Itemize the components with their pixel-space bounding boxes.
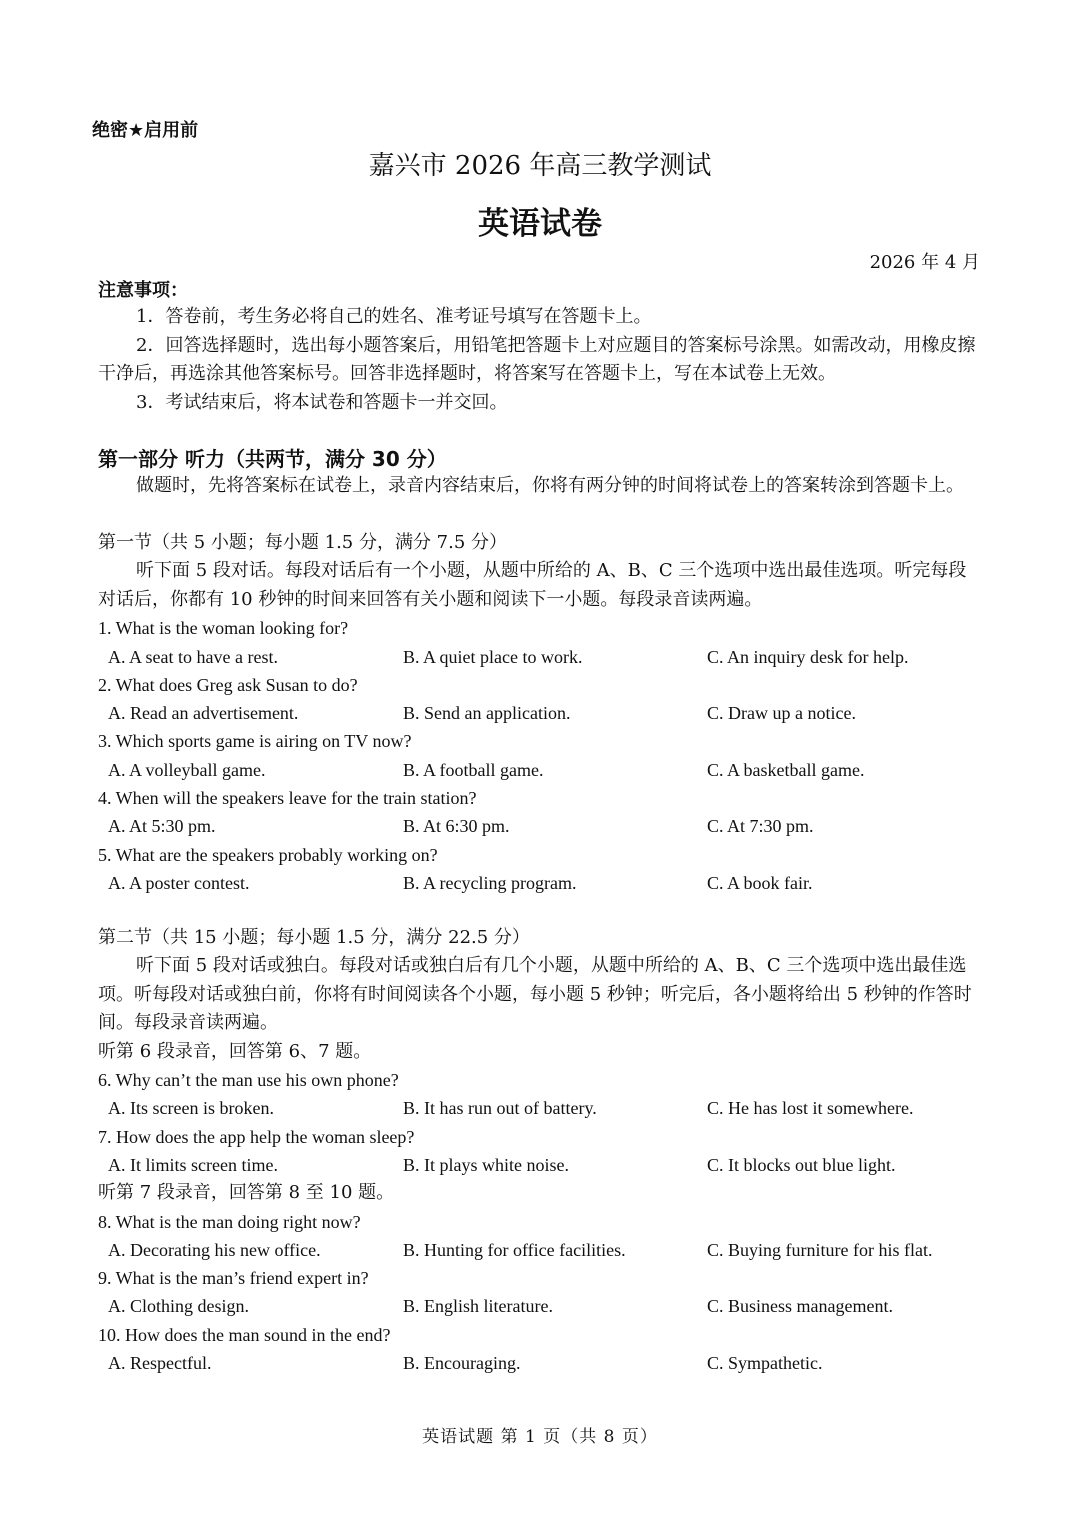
option-a: A. A poster contest. bbox=[108, 872, 250, 893]
question-item bbox=[98, 1066, 984, 1123]
option-c: C. Business management. bbox=[707, 1296, 893, 1317]
question-text: 3. Which sports game is airing on TV now? bbox=[98, 731, 412, 752]
option-b: B. It plays white noise. bbox=[403, 1154, 569, 1175]
question-options bbox=[98, 1236, 984, 1264]
option-a: A. A volleyball game. bbox=[108, 759, 266, 780]
question-options bbox=[98, 1094, 984, 1122]
section2 bbox=[98, 924, 984, 1377]
option-b: B. At 6:30 pm. bbox=[403, 816, 510, 837]
question-options bbox=[98, 699, 984, 727]
question-options bbox=[98, 756, 984, 784]
question-text: 1. What is the woman looking for? bbox=[98, 618, 349, 639]
option-c: C. It blocks out blue light. bbox=[707, 1154, 896, 1175]
exam-date: 2026 年 4 月 bbox=[869, 252, 980, 273]
option-a: A. It limits screen time. bbox=[108, 1154, 278, 1175]
question-text: 5. What are the speakers probably working on? bbox=[98, 844, 438, 865]
option-b: B. A quiet place to work. bbox=[403, 646, 583, 667]
question-item bbox=[98, 1208, 984, 1265]
question-item bbox=[98, 841, 984, 898]
option-c: C. At 7:30 pm. bbox=[707, 816, 814, 837]
option-c: C. Draw up a notice. bbox=[707, 703, 856, 724]
option-b: B. It has run out of battery. bbox=[403, 1098, 597, 1119]
question-text: 9. What is the man’s friend expert in? bbox=[98, 1268, 369, 1289]
question-text: 6. Why can’t the man use his own phone? bbox=[98, 1070, 399, 1091]
option-b: B. Send an application. bbox=[403, 703, 571, 724]
notice-item: 3．考试结束后，将本试卷和答题卡一并交回。 bbox=[136, 391, 508, 413]
option-a: A. Decorating his new office. bbox=[108, 1239, 321, 1260]
question-text: 8. What is the man doing right now? bbox=[98, 1211, 361, 1232]
option-a: A. Clothing design. bbox=[108, 1296, 250, 1317]
question-text: 4. When will the speakers leave for the train station? bbox=[98, 788, 477, 809]
page-footer: 英语试题 第 1 页（共 8 页） bbox=[422, 1427, 658, 1447]
option-b: B. Hunting for office facilities. bbox=[403, 1239, 626, 1260]
option-b: B. Encouraging. bbox=[403, 1353, 521, 1374]
option-a: A. Respectful. bbox=[108, 1353, 212, 1374]
exam-title: 嘉兴市 2026 年高三教学测试 bbox=[368, 151, 712, 181]
notice-heading: 注意事项： bbox=[98, 280, 188, 301]
option-b: B. A recycling program. bbox=[403, 872, 577, 893]
question-item bbox=[98, 671, 984, 728]
question-item bbox=[98, 727, 984, 784]
question-item bbox=[98, 1321, 984, 1378]
question-options bbox=[98, 1151, 984, 1179]
question-item bbox=[98, 1123, 984, 1180]
option-b: B. A football game. bbox=[403, 759, 544, 780]
notice-item: 1．答卷前，考生务必将自己的姓名、准考证号填写在答题卡上。 bbox=[136, 306, 652, 327]
group-label: 听第 7 段录音，回答第 8 至 10 题。 bbox=[98, 1182, 395, 1204]
question-options bbox=[98, 1292, 984, 1320]
option-a: A. A seat to have a rest. bbox=[108, 646, 278, 667]
option-c: C. Buying furniture for his flat. bbox=[707, 1239, 933, 1260]
question-item bbox=[98, 784, 984, 841]
option-a: A. Read an advertisement. bbox=[108, 703, 299, 724]
section1-heading: 第一节（共 5 小题；每小题 1.5 分，满分 7.5 分） bbox=[98, 532, 508, 553]
option-c: C. An inquiry desk for help. bbox=[707, 646, 909, 667]
question-text: 7. How does the app help the woman sleep? bbox=[98, 1126, 415, 1147]
option-c: C. A basketball game. bbox=[707, 759, 865, 780]
notice-item: 2．回答选择题时，选出每小题答案后，用铅笔把答题卡上对应题目的答案标号涂黑。如需改动，用橡皮擦干净后，再选涂其他答案标号。回答非选择题时，将答案写在答题卡上，写在本试卷上无效。 bbox=[98, 334, 976, 384]
notice-list bbox=[98, 303, 984, 417]
section1-intro: 听下面 5 段对话。每段对话后有一个小题，从题中所给的 A、B、C 三个选项中选出最佳选项。听完每段对话后，你都有 10 秒钟的时间来回答有关小题和阅读下一小题。每段录音读两遍。 bbox=[98, 560, 967, 610]
group-label: 听第 6 段录音，回答第 6、7 题。 bbox=[98, 1040, 372, 1062]
option-c: C. Sympathetic. bbox=[707, 1353, 823, 1374]
question-text: 2. What does Greg ask Susan to do? bbox=[98, 674, 358, 695]
option-c: C. A book fair. bbox=[707, 872, 813, 893]
question-options bbox=[98, 643, 984, 671]
part1-heading: 第一部分 听力（共两节，满分 30 分） bbox=[98, 447, 447, 471]
section1 bbox=[98, 529, 984, 897]
question-options bbox=[98, 1349, 984, 1377]
question-item bbox=[98, 614, 984, 671]
section2-intro: 听下面 5 段对话或独白。每段对话或独白后有几个小题，从题中所给的 A、B、C 三个选项中选出最佳选项。听每段对话或独白前，你将有时间阅读各个小题，每小题 5 秒钟；听完后，各小题将给出 5 秒钟的作答时间。每段录音读两遍。 bbox=[98, 955, 972, 1034]
exam-subject-title: 英语试卷 bbox=[478, 206, 602, 242]
option-a: A. Its screen is broken. bbox=[108, 1098, 274, 1119]
question-options bbox=[98, 869, 984, 897]
question-options bbox=[98, 812, 984, 840]
option-c: C. He has lost it somewhere. bbox=[707, 1098, 914, 1119]
confidential-label: 绝密★启用前 bbox=[92, 120, 199, 141]
question-text: 10. How does the man sound in the end? bbox=[98, 1324, 391, 1345]
question-item bbox=[98, 1264, 984, 1321]
section2-heading: 第二节（共 15 小题；每小题 1.5 分，满分 22.5 分） bbox=[98, 927, 530, 948]
option-b: B. English literature. bbox=[403, 1296, 553, 1317]
part1-intro: 做题时，先将答案标在试卷上，录音内容结束后，你将有两分钟的时间将试卷上的答案转涂到答题卡上。 bbox=[136, 475, 964, 496]
option-a: A. At 5:30 pm. bbox=[108, 816, 216, 837]
